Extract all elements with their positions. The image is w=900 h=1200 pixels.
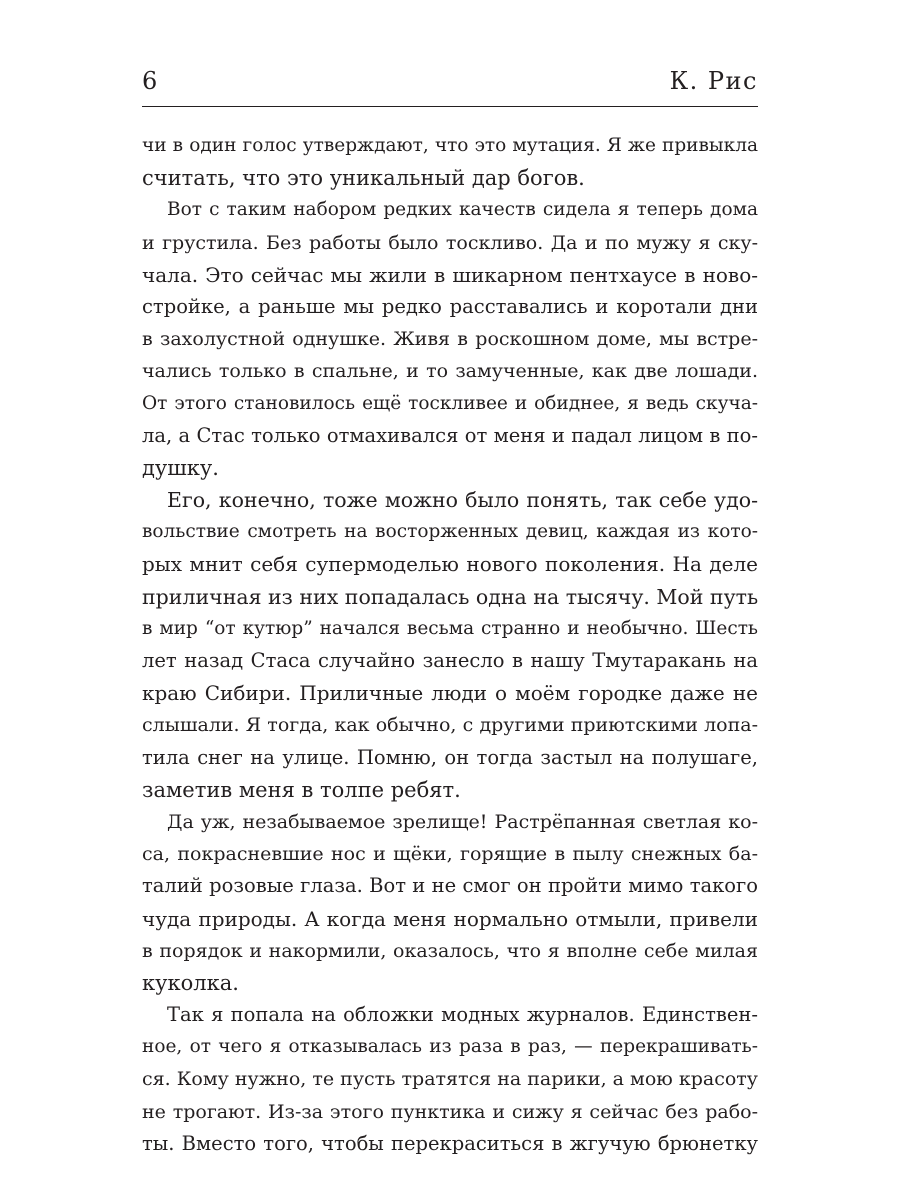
text-line: заметив меня в толпе ребят. bbox=[142, 777, 461, 802]
text-line: куколка. bbox=[142, 970, 239, 995]
text-line: стройке, а раньше мы редко расставались и коротали дни bbox=[142, 294, 758, 318]
page-number: 6 bbox=[142, 67, 158, 95]
text-line: Его, конечно, тоже можно было понять, так себе удо- bbox=[167, 488, 758, 513]
text-line: ся. Кому нужно, те пусть тратятся на парики, а мою красоту bbox=[142, 1068, 758, 1091]
body-text bbox=[142, 130, 758, 1160]
text-line: и грустила. Без работы было тоскливо. Да и по мужу я ску- bbox=[142, 231, 758, 254]
running-head-author: К. Рис bbox=[669, 67, 758, 95]
text-line: вольствие смотреть на восторженных девиц, каждая из кото- bbox=[142, 521, 758, 543]
text-line: От этого становилось ещё тоскливее и обиднее, я ведь скуча- bbox=[142, 392, 758, 414]
text-line: Вот с таким набором редких качеств сидела я теперь дома bbox=[167, 199, 758, 221]
text-line: чала. Это сейчас мы жили в шикарном пентхаусе в ново- bbox=[142, 262, 758, 287]
text-line: рых мнит себя супермоделью нового поколения. На деле bbox=[142, 552, 758, 577]
text-line: Да уж, незабываемое зрелище! Растрёпанная светлая ко- bbox=[167, 810, 758, 833]
text-line: считать, что это уникальный дар богов. bbox=[142, 166, 585, 191]
text-line: чи в один голос утверждают, что это мутация. Я же привыкла bbox=[142, 135, 758, 156]
text-line: в порядок и накормили, оказалось, что я вполне себе милая bbox=[142, 939, 758, 962]
text-line: не трогают. Из-за этого пунктика и сижу я сейчас без рабо- bbox=[142, 1100, 758, 1123]
text-line: ты. Вместо того, чтобы перекраситься в жгучую брюнетку bbox=[142, 1131, 758, 1155]
text-line: в захолустной однушке. Живя в роскошном доме, мы встре- bbox=[142, 328, 758, 351]
text-line: ное, от чего я отказывалась из раза в раз, — перекрашивать- bbox=[142, 1036, 758, 1058]
text-line: чались только в спальне, и то замученные, как две лошади. bbox=[142, 360, 758, 383]
text-line: приличная из них попадалась одна на тысячу. Мой путь bbox=[142, 584, 759, 609]
running-head bbox=[142, 66, 758, 107]
text-line: краю Сибири. Приличные люди о моём городке даже не bbox=[142, 681, 758, 706]
text-line: ла, а Стас только отмахивался от меня и падал лицом в по- bbox=[142, 423, 758, 447]
text-line: лет назад Стаса случайно занесло в нашу Тмутаракань на bbox=[142, 649, 758, 672]
text-line: талий розовые глаза. Вот и не смог он пройти мимо такого bbox=[142, 874, 758, 898]
text-line: тила снег на улице. Помню, он тогда застыл на полушаге, bbox=[142, 745, 758, 769]
text-line: в мир “от кутюр” начался весьма странно и необычно. Шесть bbox=[142, 617, 758, 639]
text-line: душку. bbox=[142, 455, 219, 480]
text-line: чуда природы. А когда меня нормально отмыли, привели bbox=[142, 906, 758, 931]
text-line: слышали. Я тогда, как обычно, с другими приютскими лопа- bbox=[142, 714, 758, 737]
text-line: са, покрасневшие нос и щёки, горящие в пылу снежных ба- bbox=[142, 843, 758, 866]
text-line: Так я попала на обложки модных журналов. Единствен- bbox=[167, 1003, 758, 1027]
